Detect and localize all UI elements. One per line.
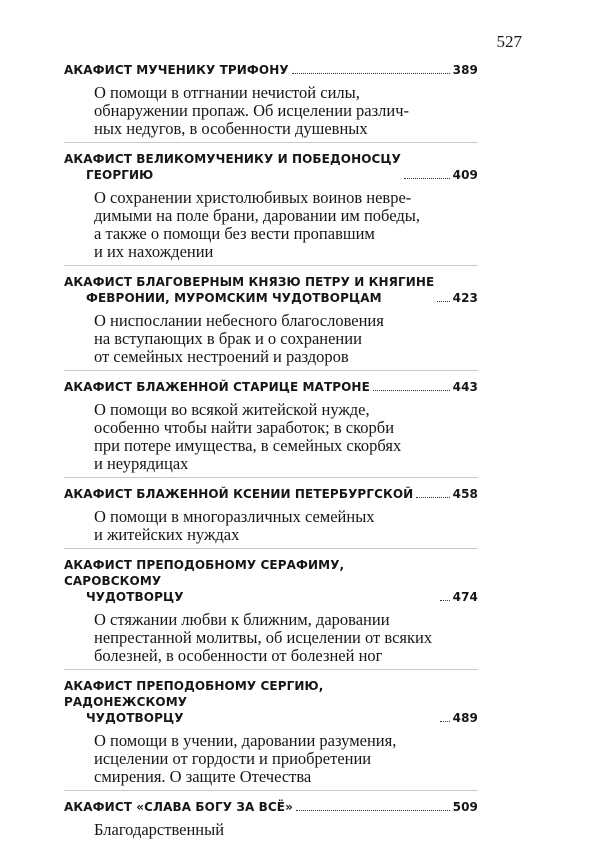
dot-leader xyxy=(437,301,449,302)
entry-title-line: АКАФИСТ ПРЕПОДОБНОМУ СЕРАФИМУ, САРОВСКОМУ xyxy=(64,558,345,588)
toc-entry[interactable] xyxy=(64,799,478,843)
toc-entry[interactable] xyxy=(64,557,478,670)
description-line: О стяжании любви к ближним, даровании xyxy=(94,610,390,629)
dot-leader xyxy=(416,497,449,498)
description-line: болезней, в особенности от болезней ног xyxy=(94,646,383,665)
entry-page-number: 458 xyxy=(452,487,478,501)
entry-description xyxy=(64,78,478,142)
entry-page-number: 489 xyxy=(452,711,478,725)
page-number: 527 xyxy=(496,32,522,51)
entry-description xyxy=(64,502,478,548)
dot-leader xyxy=(296,810,450,811)
entry-title-line: АКАФИСТ БЛАЖЕННОЙ КСЕНИИ ПЕТЕРБУРГСКОЙ xyxy=(64,487,414,501)
entry-page-number: 409 xyxy=(452,168,478,182)
description-line: димыми на поле брани, даровании им победы, xyxy=(94,206,420,225)
toc-entry[interactable] xyxy=(64,62,478,143)
entry-description xyxy=(64,815,478,843)
dot-leader xyxy=(440,721,450,722)
description-line: от семейных нестроений и раздоров xyxy=(94,347,349,366)
entry-page-number: 389 xyxy=(452,63,478,77)
entry-heading xyxy=(64,799,478,815)
entry-description xyxy=(64,395,478,477)
entry-description xyxy=(64,726,478,790)
entry-title-line: ФЕВРОНИИ, МУРОМСКИМ ЧУДОТВОРЦАМ xyxy=(86,291,382,305)
dot-leader xyxy=(404,178,450,179)
entry-title-line: ЧУДОТВОРЦУ xyxy=(86,711,184,725)
description-line: О помощи в отгнании нечистой силы, xyxy=(94,83,360,102)
table-of-contents xyxy=(64,62,478,851)
entry-title-line: ЧУДОТВОРЦУ xyxy=(86,590,184,604)
description-line: ных недугов, в особенности душевных xyxy=(94,119,368,138)
description-line: О помощи во всякой житейской нужде, xyxy=(94,400,370,419)
entry-title-line: АКАФИСТ БЛАЖЕННОЙ СТАРИЦЕ МАТРОНЕ xyxy=(64,380,370,394)
description-line: О помощи в учении, даровании разумения, xyxy=(94,731,397,750)
description-line: непрестанной молитвы, об исцелении от всяких xyxy=(94,628,433,647)
description-line: Благодарственный xyxy=(94,820,225,839)
dot-leader xyxy=(373,390,450,391)
entry-heading xyxy=(64,151,478,183)
entry-heading xyxy=(64,557,478,605)
description-line: О сохранении христолюбивых воинов невре- xyxy=(94,188,412,207)
entry-heading xyxy=(64,62,478,78)
description-line: при потере имущества, в семейных скорбях xyxy=(94,436,402,455)
toc-entry[interactable] xyxy=(64,678,478,791)
toc-entry[interactable] xyxy=(64,379,478,478)
entry-heading xyxy=(64,274,478,306)
description-line: и неурядицах xyxy=(94,454,189,473)
toc-entry[interactable] xyxy=(64,151,478,266)
description-line: обнаружении пропаж. Об исцелении различ- xyxy=(94,101,409,120)
entry-description xyxy=(64,605,478,669)
entry-heading xyxy=(64,379,478,395)
description-line: смирения. О защите Отечества xyxy=(94,767,312,786)
description-line: на вступающих в брак и о сохранении xyxy=(94,329,362,348)
description-line: и житейских нуждах xyxy=(94,525,240,544)
entry-title-line: АКАФИСТ ПРЕПОДОБНОМУ СЕРГИЮ, РАДОНЕЖСКОМУ xyxy=(64,679,324,709)
entry-page-number: 509 xyxy=(452,800,478,814)
entry-title-line: АКАФИСТ ВЕЛИКОМУЧЕНИКУ И ПОБЕДОНОСЦУ xyxy=(64,152,402,166)
entry-title-line: ГЕОРГИЮ xyxy=(86,168,154,182)
description-line: О ниспослании небесного благословения xyxy=(94,311,384,330)
entry-description xyxy=(64,183,478,265)
description-line: исцелении от гордости и приобретении xyxy=(94,749,372,768)
toc-entry[interactable] xyxy=(64,274,478,371)
entry-page-number: 423 xyxy=(452,291,478,305)
entry-title-line: АКАФИСТ МУЧЕНИКУ ТРИФОНУ xyxy=(64,63,289,77)
entry-description xyxy=(64,306,478,370)
dot-leader xyxy=(292,73,450,74)
description-line: а также о помощи без вести пропавшим xyxy=(94,224,375,243)
description-line: О помощи в многоразличных семейных xyxy=(94,507,375,526)
entry-page-number: 474 xyxy=(452,590,478,604)
entry-page-number: 443 xyxy=(452,380,478,394)
description-line: и их нахождении xyxy=(94,242,214,261)
entry-title-line: АКАФИСТ «СЛАВА БОГУ ЗА ВСЁ» xyxy=(64,800,293,814)
entry-title-line: АКАФИСТ БЛАГОВЕРНЫМ КНЯЗЮ ПЕТРУ И КНЯГИНЕ xyxy=(64,275,435,289)
toc-entry[interactable] xyxy=(64,486,478,549)
entry-heading xyxy=(64,486,478,502)
entry-heading xyxy=(64,678,478,726)
description-line: особенно чтобы найти заработок; в скорби xyxy=(94,418,395,437)
dot-leader xyxy=(440,600,450,601)
